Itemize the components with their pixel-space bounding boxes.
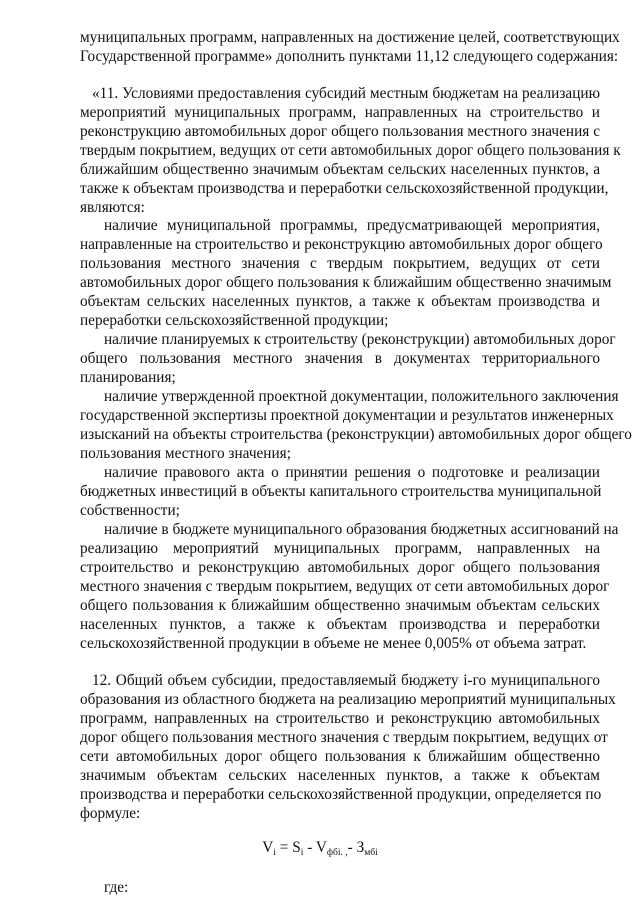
paragraph-line: 12. Общий объем субсидии, предоставляемый бюджету i-го муниципального — [92, 672, 600, 689]
paragraph-line: объектам сельских населенных пунктов, а также к объектам производства и — [80, 293, 600, 310]
paragraph-line: образования из областного бюджета на реализацию мероприятий муниципальных — [80, 691, 616, 708]
paragraph-line: планирования; — [80, 369, 176, 386]
paragraph-line: ближайшим общественно значимым объектам сельских населенных пунктов, а — [80, 161, 600, 178]
paragraph-line: государственной экспертизы проектной документации и результатов инженерных — [80, 407, 614, 424]
paragraph-line: наличие утвержденной проектной документации, положительного заключения — [104, 388, 619, 405]
paragraph-line: «11. Условиями предоставления субсидий местным бюджетам на реализацию — [92, 85, 600, 102]
paragraph-line: сети автомобильных дорог общего пользования к ближайшим общественно — [80, 748, 600, 765]
paragraph-line: реконструкцию автомобильных дорог общего пользования местного значения с — [80, 123, 600, 140]
formula-v: V — [262, 839, 274, 856]
paragraph-line: значимым объектам сельских населенных пунктов, а также к объектам — [80, 767, 600, 784]
formula-s: = S — [275, 839, 301, 856]
formula-zmb-subscript: мбi — [364, 848, 378, 858]
formula-vfb: - V — [303, 839, 327, 856]
paragraph-line: пользования местного значения; — [80, 445, 291, 462]
paragraph-line: местного значения с твердым покрытием, ведущих от сети автомобильных дорог — [80, 578, 610, 595]
paragraph-line: также к объектам производства и переработки сельскохозяйственной продукции, — [80, 180, 609, 197]
paragraph-line: населенных пунктов, а также к объектам производства и переработки — [80, 616, 600, 633]
paragraph-line: наличие планируемых к строительству (реконструкции) автомобильных дорог — [104, 331, 616, 348]
formula — [0, 836, 640, 860]
formula-vfb-subscript: фбi. , — [326, 848, 348, 858]
paragraph-line: общего пользования к ближайшим общественно значимым объектам сельских — [80, 597, 600, 614]
paragraph-line: являются: — [80, 199, 145, 216]
formula-s-subscript: i — [300, 848, 304, 858]
paragraph-line: наличие муниципальной программы, предусматривающей мероприятия, — [104, 217, 600, 234]
paragraph-line: бюджетных инвестиций в объекты капитального строительства муниципальной — [80, 483, 602, 500]
paragraph-line: наличие правового акта о принятии решения о подготовке и реализации — [104, 464, 600, 481]
paragraph-line: переработки сельскохозяйственной продукции; — [80, 312, 389, 329]
paragraph-line: общего пользования местного значения в документах территориального — [80, 350, 600, 367]
paragraph-line: изысканий на объекты строительства (реконструкции) автомобильных дорог общего — [80, 426, 632, 443]
paragraph-line: производства и переработки сельскохозяйственной продукции, определяется по — [80, 786, 602, 803]
paragraph-line: формуле: — [80, 805, 141, 822]
paragraph-line: автомобильных дорог общего пользования к ближайшим общественно значимым — [80, 274, 612, 291]
paragraph-line: программ, направленных на строительство и реконструкцию автомобильных — [80, 710, 600, 727]
paragraph-line: где: — [104, 879, 129, 896]
formula-v-subscript: i — [273, 848, 276, 858]
paragraph-line: наличие в бюджете муниципального образования бюджетных ассигнований на — [104, 521, 619, 538]
formula-zmb: - З — [347, 839, 365, 856]
paragraph-line: пользования местного значения с твердым покрытием, ведущих от сети — [80, 255, 600, 272]
paragraph-line: мероприятий муниципальных программ, направленных на строительство и — [80, 104, 600, 121]
paragraph-line: собственности; — [80, 502, 180, 519]
paragraph-line: твердым покрытием, ведущих от сети автомобильных дорог общего пользования к — [80, 142, 621, 159]
paragraph-line: муниципальных программ, направленных на достижение целей, соответствующих — [80, 29, 620, 46]
paragraph-line: реализацию мероприятий муниципальных программ, направленных на — [80, 540, 600, 557]
paragraph-line: строительство и реконструкцию автомобильных дорог общего пользования — [80, 559, 600, 576]
paragraph-line: Государственной программе» дополнить пунктами 11,12 следующего содержания: — [80, 48, 619, 65]
paragraph-line: дорог общего пользования местного значения с твердым покрытием, ведущих от — [80, 729, 608, 746]
paragraph-line: сельскохозяйственной продукции в объеме не менее 0,005% от объема затрат. — [80, 635, 587, 652]
paragraph-line: направленные на строительство и реконструкцию автомобильных дорог общего — [80, 236, 603, 253]
